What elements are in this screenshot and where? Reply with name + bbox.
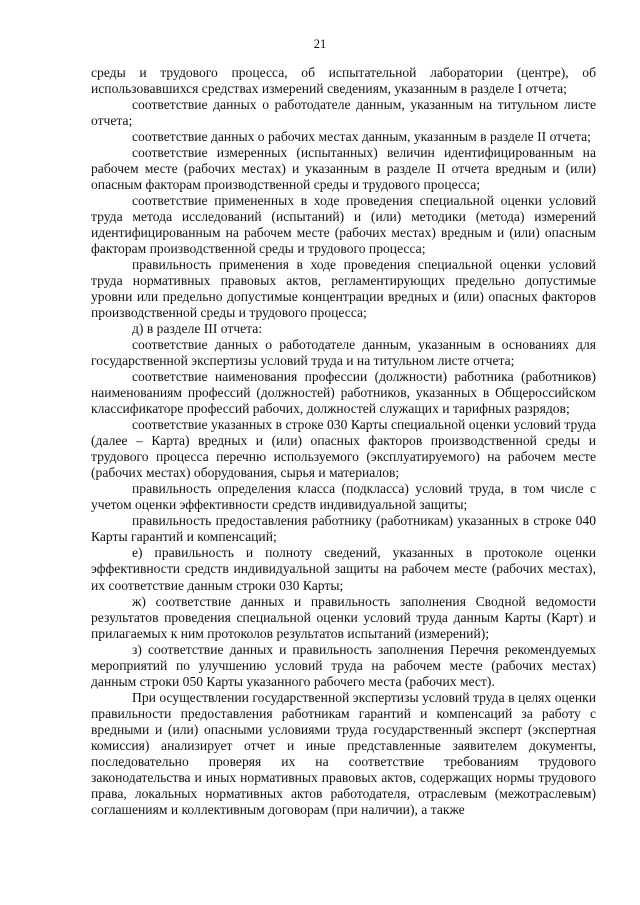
paragraph-item-zh: ж) соответствие данных и правильность заполнения Сводной ведомости результатов проведения специальной оценки условий труда данным Карты (Карт) и прилагаемых к ним протоколов результатов испытаний (измерений); [91, 593, 596, 641]
paragraph: При осуществлении государственной экспертизы условий труда в целях оценки правильности предоставления работникам гарантий и компенсаций за работу с вредными и (или) опасными условиями труда государственный эксперт (экспертная комиссия) анализирует отчет и иные представленные заявителем документы, последовательно проверяя их на соответствие требованиям трудового законодательства и иных нормативных правовых актов, содержащих нормы трудового права, локальных нормативных актов работодателя, отраслевым (межотраслевым) соглашениям и коллективным договорам (при наличии), а также [91, 689, 596, 817]
document-body [91, 65, 596, 818]
paragraph: соответствие данных о рабочих местах данным, указанным в разделе II отчета; [132, 129, 591, 145]
paragraph: соответствие наименования профессии (должности) работника (работников) наименованиям профессий (должностей) работников, указанных в Общероссийском классификаторе профессий рабочих, должностей служащих и тарифных разрядов; [91, 369, 596, 417]
paragraph: соответствие измеренных (испытанных) величин идентифицированным на рабочем месте (рабочих местах) и указанным в разделе II отчета вредным и (или) опасным факторам производственной среды и трудового процесса; [91, 145, 596, 193]
paragraph: соответствие примененных в ходе проведения специальной оценки условий труда метода исследований (испытаний) и (или) методики (метода) измерений идентифицированным на рабочем месте (рабочих местах) вредным и (или) опасным факторам производственной среды и трудового процесса; [91, 193, 596, 257]
paragraph: соответствие данных о работодателе данным, указанным на титульном листе отчета; [91, 97, 596, 129]
paragraph-item-z: з) соответствие данных и правильность заполнения Перечня рекомендуемых мероприятий по улучшению условий труда на рабочем месте (рабочих местах) данным строки 050 Карты указанного рабочего места (рабочих мест). [91, 641, 596, 689]
paragraph-item-e: е) правильность и полноту сведений, указанных в протоколе оценки эффективности средств индивидуальной защиты на рабочем месте (рабочих местах), их соответствие данным строки 030 Карты; [91, 545, 596, 593]
paragraph: соответствие указанных в строке 030 Карты специальной оценки условий труда (далее – Карта) вредных и (или) опасных факторов производственной среды и трудового процесса перечню используемого (эксплуатируемого) на рабочем месте (рабочих местах) оборудования, сырья и материалов; [91, 417, 596, 481]
paragraph: правильность применения в ходе проведения специальной оценки условий труда нормативных правовых актов, регламентирующих предельно допустимые уровни или предельно допустимые концентрации вредных и (или) опасных факторов производственной среды и трудового процесса; [91, 257, 596, 321]
page-number: 21 [313, 37, 327, 51]
paragraph: правильность предоставления работнику (работникам) указанных в строке 040 Карты гарантий и компенсаций; [91, 513, 596, 545]
paragraph: соответствие данных о работодателе данным, указанным в основаниях для государственной экспертизы условий труда и на титульном листе отчета; [91, 337, 596, 369]
section-heading-d: д) в разделе III отчета: [132, 321, 263, 337]
paragraph-continuation: среды и трудового процесса, об испытательной лаборатории (центре), об использовавшихся средствах измерений сведениям, указанным в разделе I отчета; [91, 65, 596, 97]
paragraph: правильность определения класса (подкласса) условий труда, в том числе с учетом оценки эффективности средств индивидуальной защиты; [91, 481, 596, 513]
